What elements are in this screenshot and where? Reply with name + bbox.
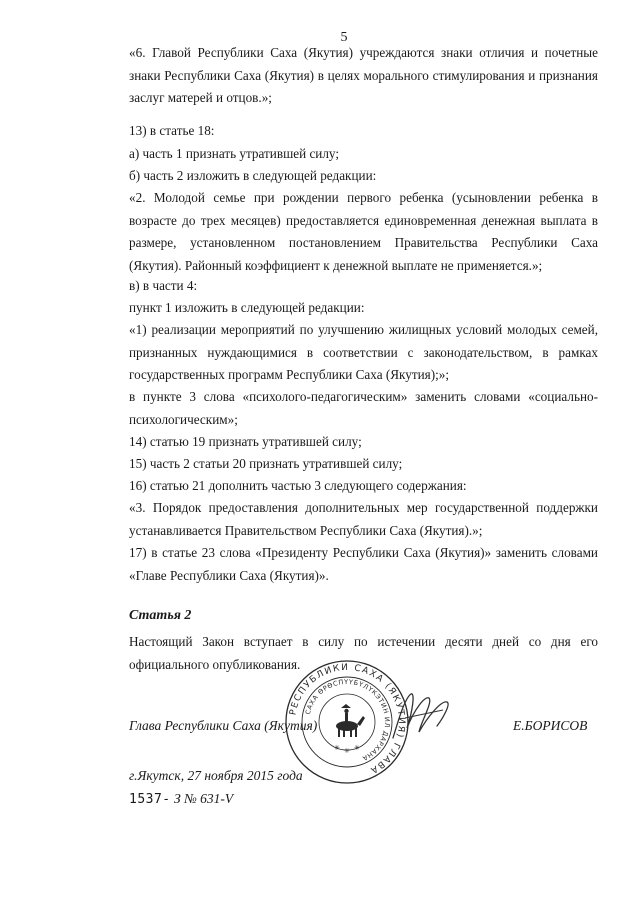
handwritten-reg-prefix: 1537- — [129, 792, 171, 807]
paragraph-11: 15) часть 2 статьи 20 признать утратившей силу; — [129, 456, 403, 471]
svg-text:РЕСПУБЛИКИ САХА (ЯКУТИЯ) ГЛАВА: РЕСПУБЛИКИ САХА (ЯКУТИЯ) ГЛАВА — [288, 662, 407, 776]
paragraph-1: «6. Главой Республики Саха (Якутия) учреждаются знаки отличия и почетные знаки Республики Саха (Якутия) в целях морального стимулирования и признания заслуг матерей и отцов.»; — [129, 45, 598, 105]
svg-text:✳: ✳ — [354, 744, 360, 752]
signature-name: Е.БОРИСОВ — [513, 718, 588, 733]
paragraph-14: 17) в статье 23 слова «Президенту Республики Саха (Якутия)» заменить словами «Главе Республики Саха (Якутия)». — [129, 545, 598, 583]
svg-text:✳: ✳ — [334, 744, 340, 752]
paragraph-7: пункт 1 изложить в следующей редакции: — [129, 300, 365, 315]
registration-number — [129, 791, 233, 807]
article-text: Настоящий Закон вступает в силу по истечении десяти дней со дня его официального опубликования. — [129, 634, 598, 672]
reg-number: З № 631-V — [174, 791, 234, 806]
page-number: 5 — [340, 30, 348, 45]
svg-text:✳: ✳ — [344, 747, 350, 755]
article-heading: Статья 2 — [129, 608, 192, 623]
paragraph-3: а) часть 1 признать утратившей силу; — [129, 146, 340, 161]
paragraph-4: б) часть 2 изложить в следующей редакции: — [129, 168, 377, 183]
paragraph-13: «3. Порядок предоставления дополнительных мер государственной поддержки устанавливается Правительством Республики Саха (Якутия).»; — [129, 500, 598, 538]
place-date: г.Якутск, 27 ноября 2015 года — [129, 768, 303, 783]
paragraph-6: в) в части 4: — [129, 278, 198, 293]
handwritten-signature — [385, 688, 465, 748]
signature-title: Глава Республики Саха (Якутия) — [129, 718, 318, 733]
paragraph-2: 13) в статье 18: — [129, 123, 215, 138]
svg-text:САХА ӨРӨСПҮҮБҮЛҮКЭТИН ИЛ ДАРХА: САХА ӨРӨСПҮҮБҮЛҮКЭТИН ИЛ ДАРХАНА — [303, 677, 392, 763]
paragraph-5: «2. Молодой семье при рождении первого ребенка (усыновлении ребенка в возрасте до трех месяцев) предоставляется единовременная денежная выплата в размере, установленном постановлением Правительства Республики Саха (Якутия). Районный коэффициент к денежной выплате не применяется.»; — [129, 190, 598, 273]
paragraph-8: «1) реализации мероприятий по улучшению жилищных условий молодых семей, признанных нуждающимися в соответствии с законодательством, в рамках государственных программ Республики Саха (Якутия);»; — [129, 322, 598, 382]
paragraph-10: 14) статью 19 признать утратившей силу; — [129, 434, 362, 449]
paragraph-12: 16) статью 21 дополнить частью 3 следующего содержания: — [129, 478, 467, 493]
paragraph-9: в пункте 3 слова «психолого-педагогическим» заменить словами «социально-психологическим»; — [129, 389, 598, 427]
